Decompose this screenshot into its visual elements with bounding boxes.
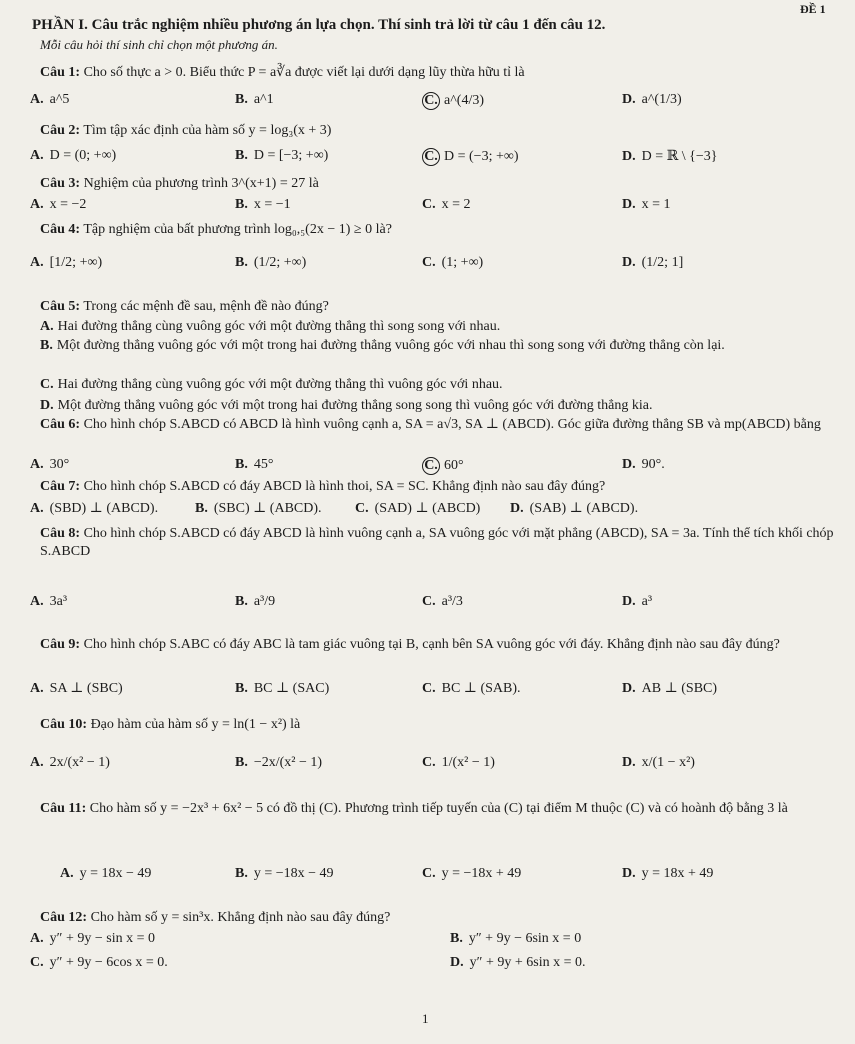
option-a[interactable]: A. 3a³ xyxy=(30,594,68,609)
statement-c[interactable]: C. Hai đường thẳng cùng vuông góc với một đường thẳng thì vuông góc với nhau. xyxy=(40,377,503,392)
option-d[interactable]: D. y = 18x + 49 xyxy=(622,866,714,881)
answer-mark: C. xyxy=(422,92,440,110)
option-a[interactable]: A. SA ⊥ (SBC) xyxy=(30,681,123,696)
answer-mark: C. xyxy=(422,457,440,475)
statement-d[interactable]: D. Một đường thẳng vuông góc với một trong hai đường thẳng song song thì vuông góc với đường thẳng kia. xyxy=(40,398,653,413)
options-10 xyxy=(30,755,830,779)
statement-b[interactable]: B. Một đường thẳng vuông góc với một trong hai đường thẳng vuông góc với nhau thì song song với đường thẳng còn lại. xyxy=(40,338,725,353)
question-9: Câu 9: Cho hình chóp S.ABC có đáy ABC là tam giác vuông tại B, cạnh bên SA vuông góc với đáy. Khẳng định nào sau đây đúng? xyxy=(40,637,780,652)
option-a[interactable]: A. y″ + 9y − sin x = 0 xyxy=(30,931,155,946)
options-7 xyxy=(30,500,830,524)
option-d[interactable]: D. a³ xyxy=(622,594,653,609)
options-8 xyxy=(30,594,830,618)
question-11: Câu 11: Cho hàm số y = −2x³ + 6x² − 5 có đồ thị (C). Phương trình tiếp tuyến của (C) tại điểm M thuộc (C) và có hoành độ bằng 3 là xyxy=(40,801,788,816)
option-d[interactable]: D. y″ + 9y + 6sin x = 0. xyxy=(450,955,586,970)
option-b[interactable]: B. y = −18x − 49 xyxy=(235,866,334,881)
options-2 xyxy=(30,148,830,172)
question-4: Câu 4: Tập nghiệm của bất phương trình log₀,₅(2x − 1) ≥ 0 là? xyxy=(40,222,392,237)
option-a[interactable]: A. 30° xyxy=(30,457,70,472)
option-d[interactable]: D. (1/2; 1] xyxy=(622,255,684,270)
option-b[interactable]: B. x = −1 xyxy=(235,197,291,212)
option-b[interactable]: B. (SBC) ⊥ (ABCD). xyxy=(195,501,322,516)
question-3: Câu 3: Nghiệm của phương trình 3^(x+1) = 27 là xyxy=(40,176,319,191)
exam-code: ĐỀ 1 xyxy=(800,2,826,16)
options-12b xyxy=(30,955,830,979)
question-10: Câu 10: Đạo hàm của hàm số y = ln(1 − x²) là xyxy=(40,717,301,732)
option-c[interactable]: C. y = −18x + 49 xyxy=(422,866,522,881)
option-d[interactable]: D. x/(1 − x²) xyxy=(622,755,695,770)
option-a[interactable]: A. D = (0; +∞) xyxy=(30,148,117,163)
option-b[interactable]: B. a³/9 xyxy=(235,594,276,609)
options-11 xyxy=(30,866,830,890)
options-4 xyxy=(30,255,830,279)
option-a[interactable]: A. (SBD) ⊥ (ABCD). xyxy=(30,501,159,516)
option-a[interactable]: A. y = 18x − 49 xyxy=(60,866,152,881)
option-b[interactable]: B. y″ + 9y − 6sin x = 0 xyxy=(450,931,582,946)
options-12a xyxy=(30,931,830,955)
option-d[interactable]: D. a^(1/3) xyxy=(622,92,682,107)
question-2: Câu 2: Tìm tập xác định của hàm số y = log₃(x + 3) xyxy=(40,123,332,138)
question-12: Câu 12: Cho hàm số y = sin³x. Khẳng định nào sau đây đúng? xyxy=(40,910,391,925)
option-b[interactable]: B. a^1 xyxy=(235,92,274,107)
option-c[interactable]: C. 1/(x² − 1) xyxy=(422,755,495,770)
option-a[interactable]: A. a^5 xyxy=(30,92,70,107)
option-d[interactable]: D. x = 1 xyxy=(622,197,671,212)
option-d[interactable]: D. (SAB) ⊥ (ABCD). xyxy=(510,501,639,516)
page-number: 1 xyxy=(422,1011,429,1026)
option-a[interactable]: A. 2x/(x² − 1) xyxy=(30,755,110,770)
options-6 xyxy=(30,457,830,481)
question-1 xyxy=(40,64,840,81)
options-3 xyxy=(30,197,830,221)
part-title: PHẦN I. Câu trắc nghiệm nhiều phương án lựa chọn. Thí sinh trả lời từ câu 1 đến câu 12. xyxy=(32,17,606,33)
option-c[interactable]: C. 60° xyxy=(422,457,464,475)
option-b[interactable]: B. BC ⊥ (SAC) xyxy=(235,681,330,696)
option-c[interactable]: C. x = 2 xyxy=(422,197,471,212)
option-c[interactable]: C. D = (−3; +∞) xyxy=(422,148,519,166)
question-8: Câu 8: Cho hình chóp S.ABCD có đáy ABCD là hình vuông cạnh a, SA vuông góc với mặt phẳng (ABCD), SA = 3a. Tính thể tích khối chóp S.ABCD xyxy=(40,526,834,559)
question-text: Cho số thực a > 0. Biểu thức P = a∛a được viết lại dưới dạng lũy thừa hữu tỉ là xyxy=(83,65,525,80)
option-c[interactable]: C. a^(4/3) xyxy=(422,92,484,110)
option-b[interactable]: B. −2x/(x² − 1) xyxy=(235,755,323,770)
instruction-note: Mỗi câu hỏi thí sinh chỉ chọn một phương án. xyxy=(40,37,278,52)
question-5: Câu 5: Trong các mệnh đề sau, mệnh đề nào đúng? xyxy=(40,299,329,314)
option-c[interactable]: C. y″ + 9y − 6cos x = 0. xyxy=(30,955,168,970)
option-d[interactable]: D. 90°. xyxy=(622,457,665,472)
question-7: Câu 7: Cho hình chóp S.ABCD có đáy ABCD là hình thoi, SA = SC. Khẳng định nào sau đây đúng? xyxy=(40,479,606,494)
option-b[interactable]: B. (1/2; +∞) xyxy=(235,255,307,270)
option-d[interactable]: D. D = ℝ \ {−3} xyxy=(622,149,718,164)
option-c[interactable]: C. (1; +∞) xyxy=(422,255,484,270)
option-a[interactable]: A. [1/2; +∞) xyxy=(30,255,103,270)
option-a[interactable]: A. x = −2 xyxy=(30,197,87,212)
options-1 xyxy=(30,92,830,116)
option-b[interactable]: B. D = [−3; +∞) xyxy=(235,148,329,163)
question-label: Câu 1: xyxy=(40,65,81,80)
option-c[interactable]: C. BC ⊥ (SAB). xyxy=(422,681,521,696)
answer-mark: C. xyxy=(422,148,440,166)
question-6: Câu 6: Cho hình chóp S.ABCD có ABCD là hình vuông cạnh a, SA = a√3, SA ⊥ (ABCD). Góc giữa đường thẳng SB và mp(ABCD) bằng xyxy=(40,417,821,432)
option-c[interactable]: C. a³/3 xyxy=(422,594,463,609)
option-d[interactable]: D. AB ⊥ (SBC) xyxy=(622,681,718,696)
option-c[interactable]: C. (SAD) ⊥ (ABCD) xyxy=(355,501,481,516)
options-9 xyxy=(30,680,830,704)
statement-a[interactable]: A. Hai đường thẳng cùng vuông góc với một đường thẳng thì song song với nhau. xyxy=(40,319,501,334)
option-b[interactable]: B. 45° xyxy=(235,457,274,472)
